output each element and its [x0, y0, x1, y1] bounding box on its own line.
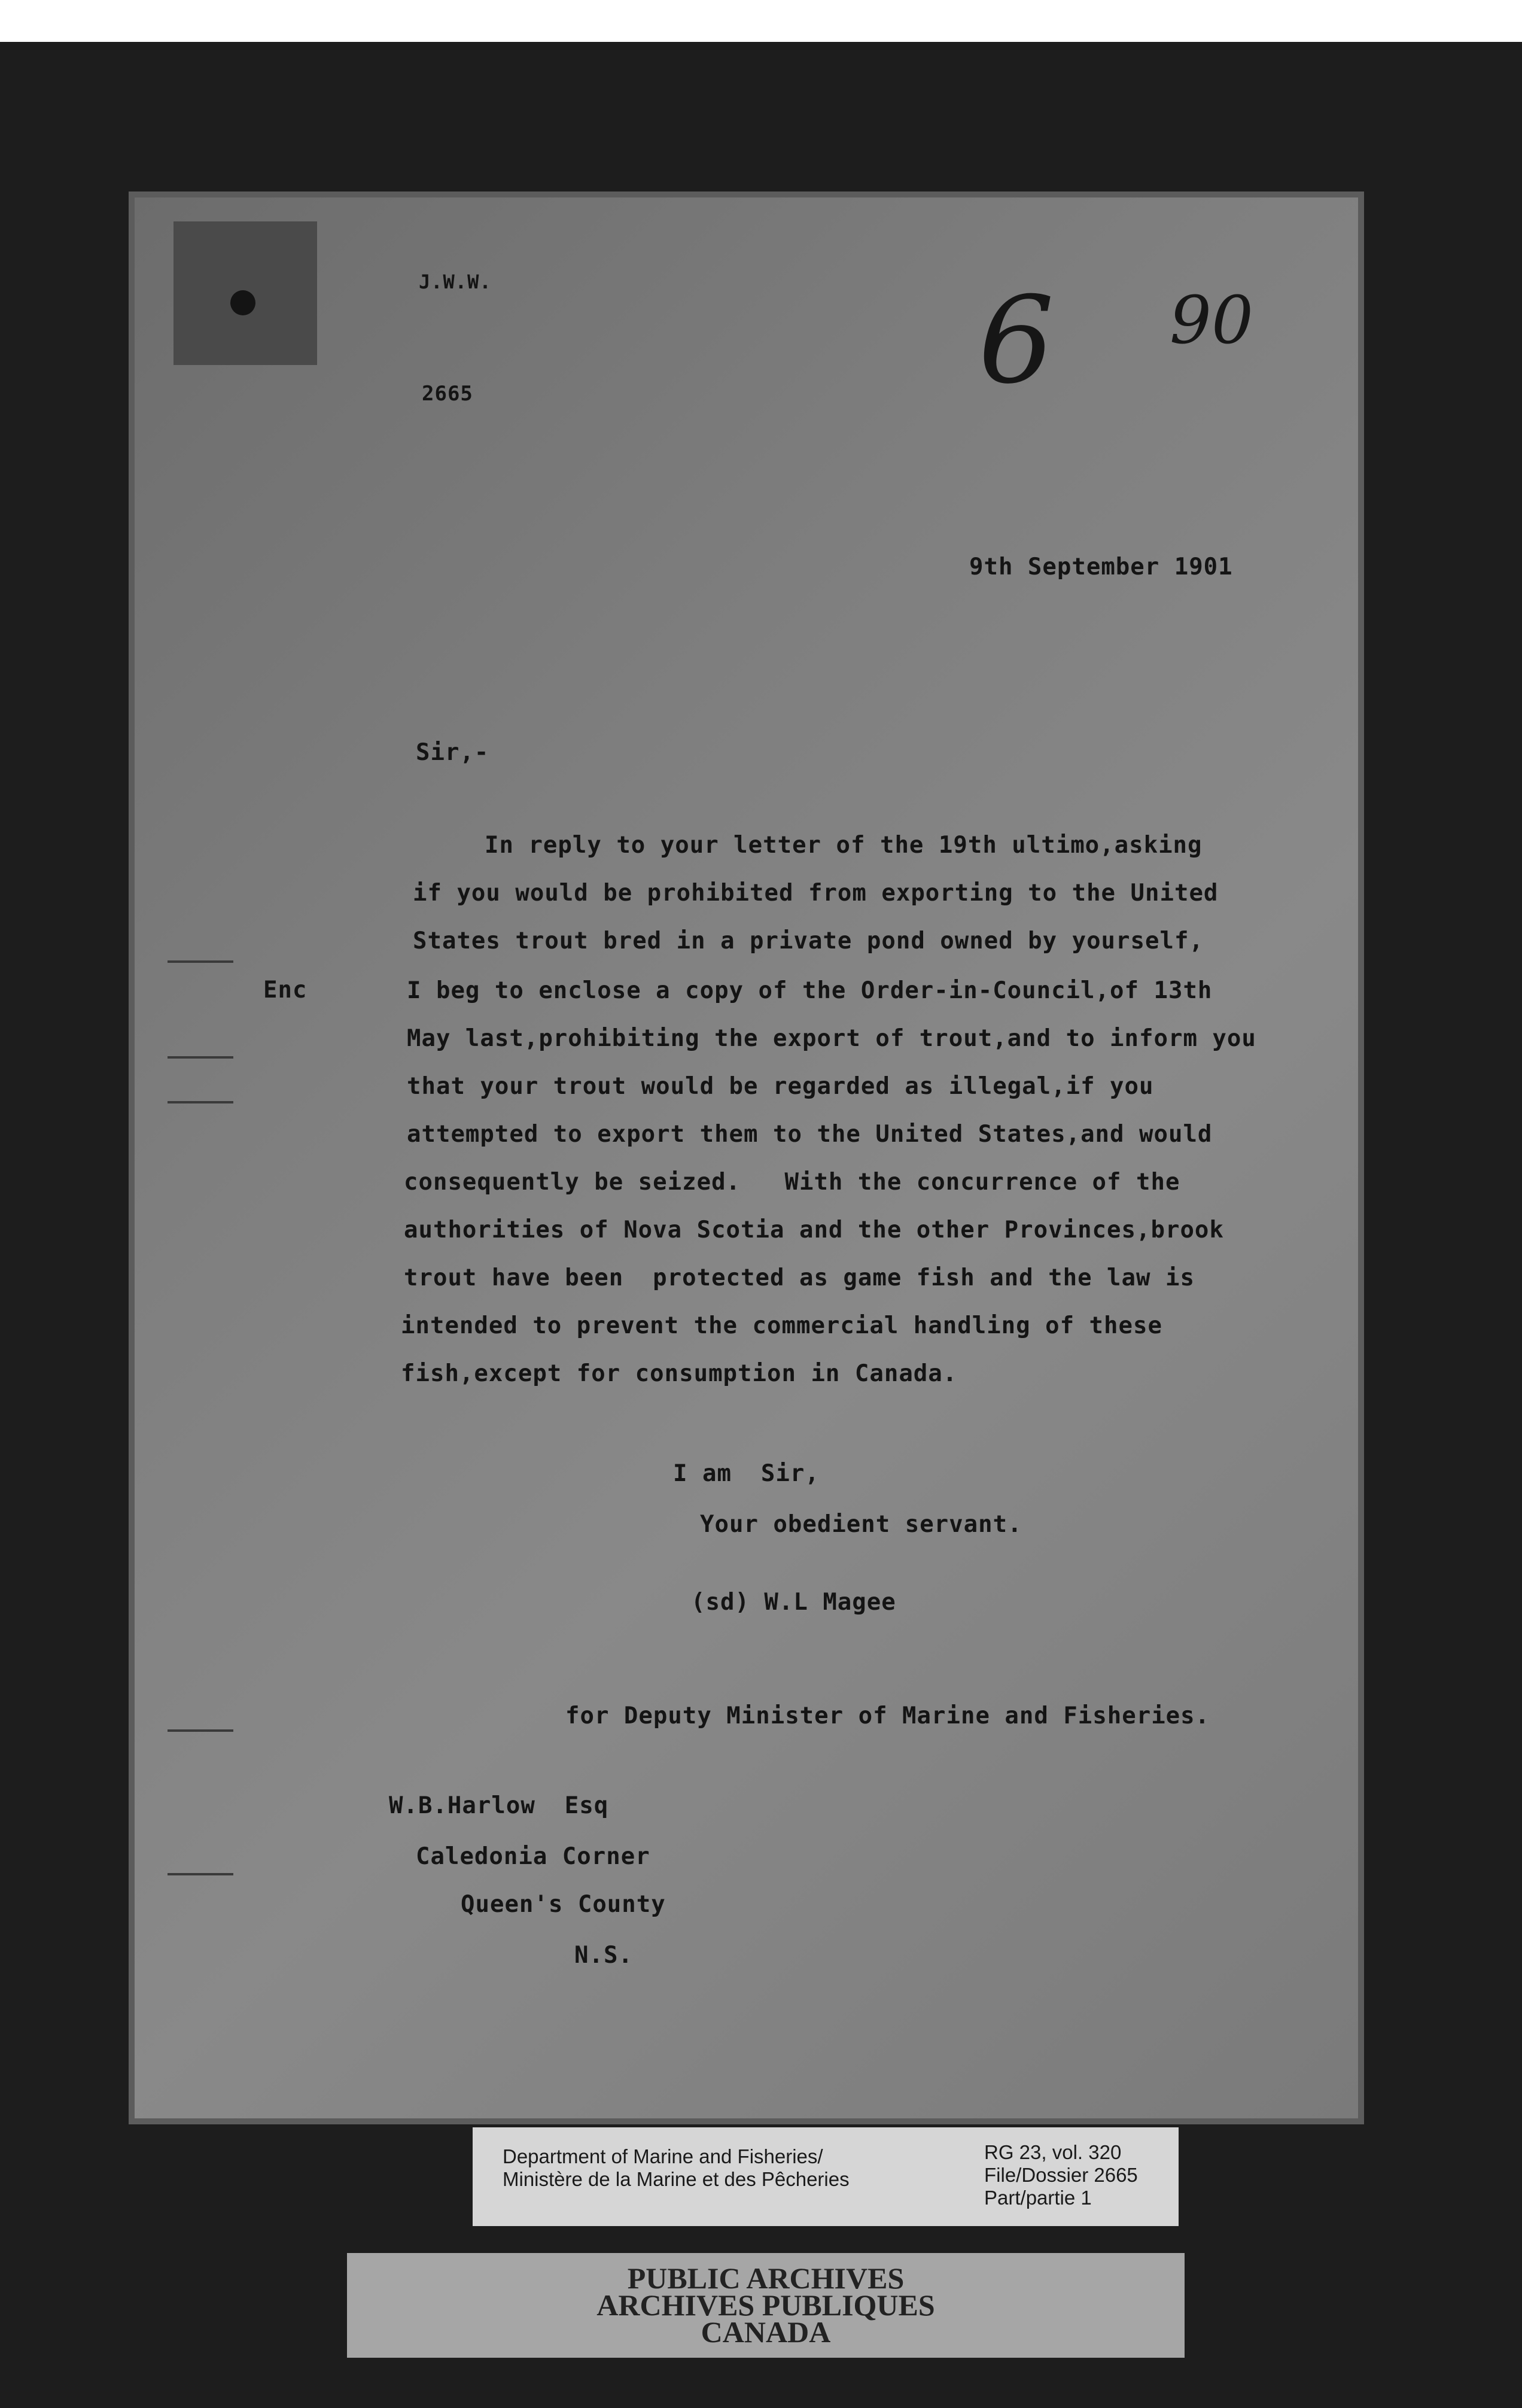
initials: J.W.W.	[419, 270, 492, 293]
body-line: that your trout would be regarded as illegal,if you	[407, 1073, 1154, 1100]
addressee-line: Caledonia Corner	[416, 1843, 650, 1870]
file-number: 2665	[422, 382, 473, 406]
margin-rule	[168, 1101, 233, 1103]
addressee-line: N.S.	[574, 1942, 633, 1969]
body-line: attempted to export them to the United States,and would	[407, 1121, 1213, 1148]
archives-stamp	[347, 2253, 1185, 2358]
body-line: if you would be prohibited from exporting to the United	[413, 880, 1219, 907]
signature: (sd) W.L Magee	[691, 1589, 896, 1616]
margin-rule	[168, 1873, 233, 1875]
letter-page	[129, 191, 1364, 2124]
body-line: authorities of Nova Scotia and the other Provinces,brook	[404, 1217, 1224, 1243]
margin-rule	[168, 1729, 233, 1732]
margin-rule	[168, 1056, 233, 1059]
department-french: Ministère de la Marine et des Pêcheries	[503, 2168, 850, 2190]
addressee-line: Queen's County	[461, 1891, 666, 1918]
margin-note: Enc	[263, 977, 308, 1004]
archive-file: File/Dossier 2665	[984, 2164, 1138, 2186]
body-line: fish,except for consumption in Canada.	[401, 1360, 958, 1387]
salutation: Sir,-	[416, 739, 489, 766]
archive-reference: RG 23, vol. 320	[984, 2141, 1122, 2163]
department-english: Department of Marine and Fisheries/	[503, 2145, 823, 2167]
handwritten-number: 6	[978, 271, 1055, 411]
margin-rule	[168, 960, 233, 963]
body-line: States trout bred in a private pond owned by yourself,	[413, 928, 1204, 954]
handwritten-page-number: 90	[1170, 282, 1253, 358]
signatory-title: for Deputy Minister of Marine and Fisheries.	[565, 1702, 1210, 1729]
archives-stamp-line: CANADA	[701, 2315, 831, 2349]
punch-hole	[230, 290, 255, 315]
body-line: May last,prohibiting the export of trout,and to inform you	[407, 1025, 1256, 1052]
closing-servant: Your obedient servant.	[700, 1511, 1022, 1538]
addressee-name: W.B.Harlow Esq	[389, 1792, 609, 1819]
body-line: intended to prevent the commercial handling of these	[401, 1312, 1162, 1339]
archives-stamp-line: PUBLIC ARCHIVES	[627, 2261, 905, 2295]
body-line: consequently be seized. With the concurrence of the	[404, 1169, 1180, 1196]
body-line: trout have been protected as game fish and the law is	[404, 1264, 1195, 1291]
archives-stamp-line: ARCHIVES PUBLIQUES	[596, 2288, 935, 2322]
closing-phrase: I am Sir,	[673, 1460, 820, 1487]
letter-date: 9th September 1901	[969, 554, 1233, 580]
archive-part: Part/partie 1	[984, 2187, 1092, 2209]
body-line: I beg to enclose a copy of the Order-in-Council,of 13th	[407, 977, 1213, 1004]
body-line: In reply to your letter of the 19th ultimo,asking	[485, 832, 1203, 859]
